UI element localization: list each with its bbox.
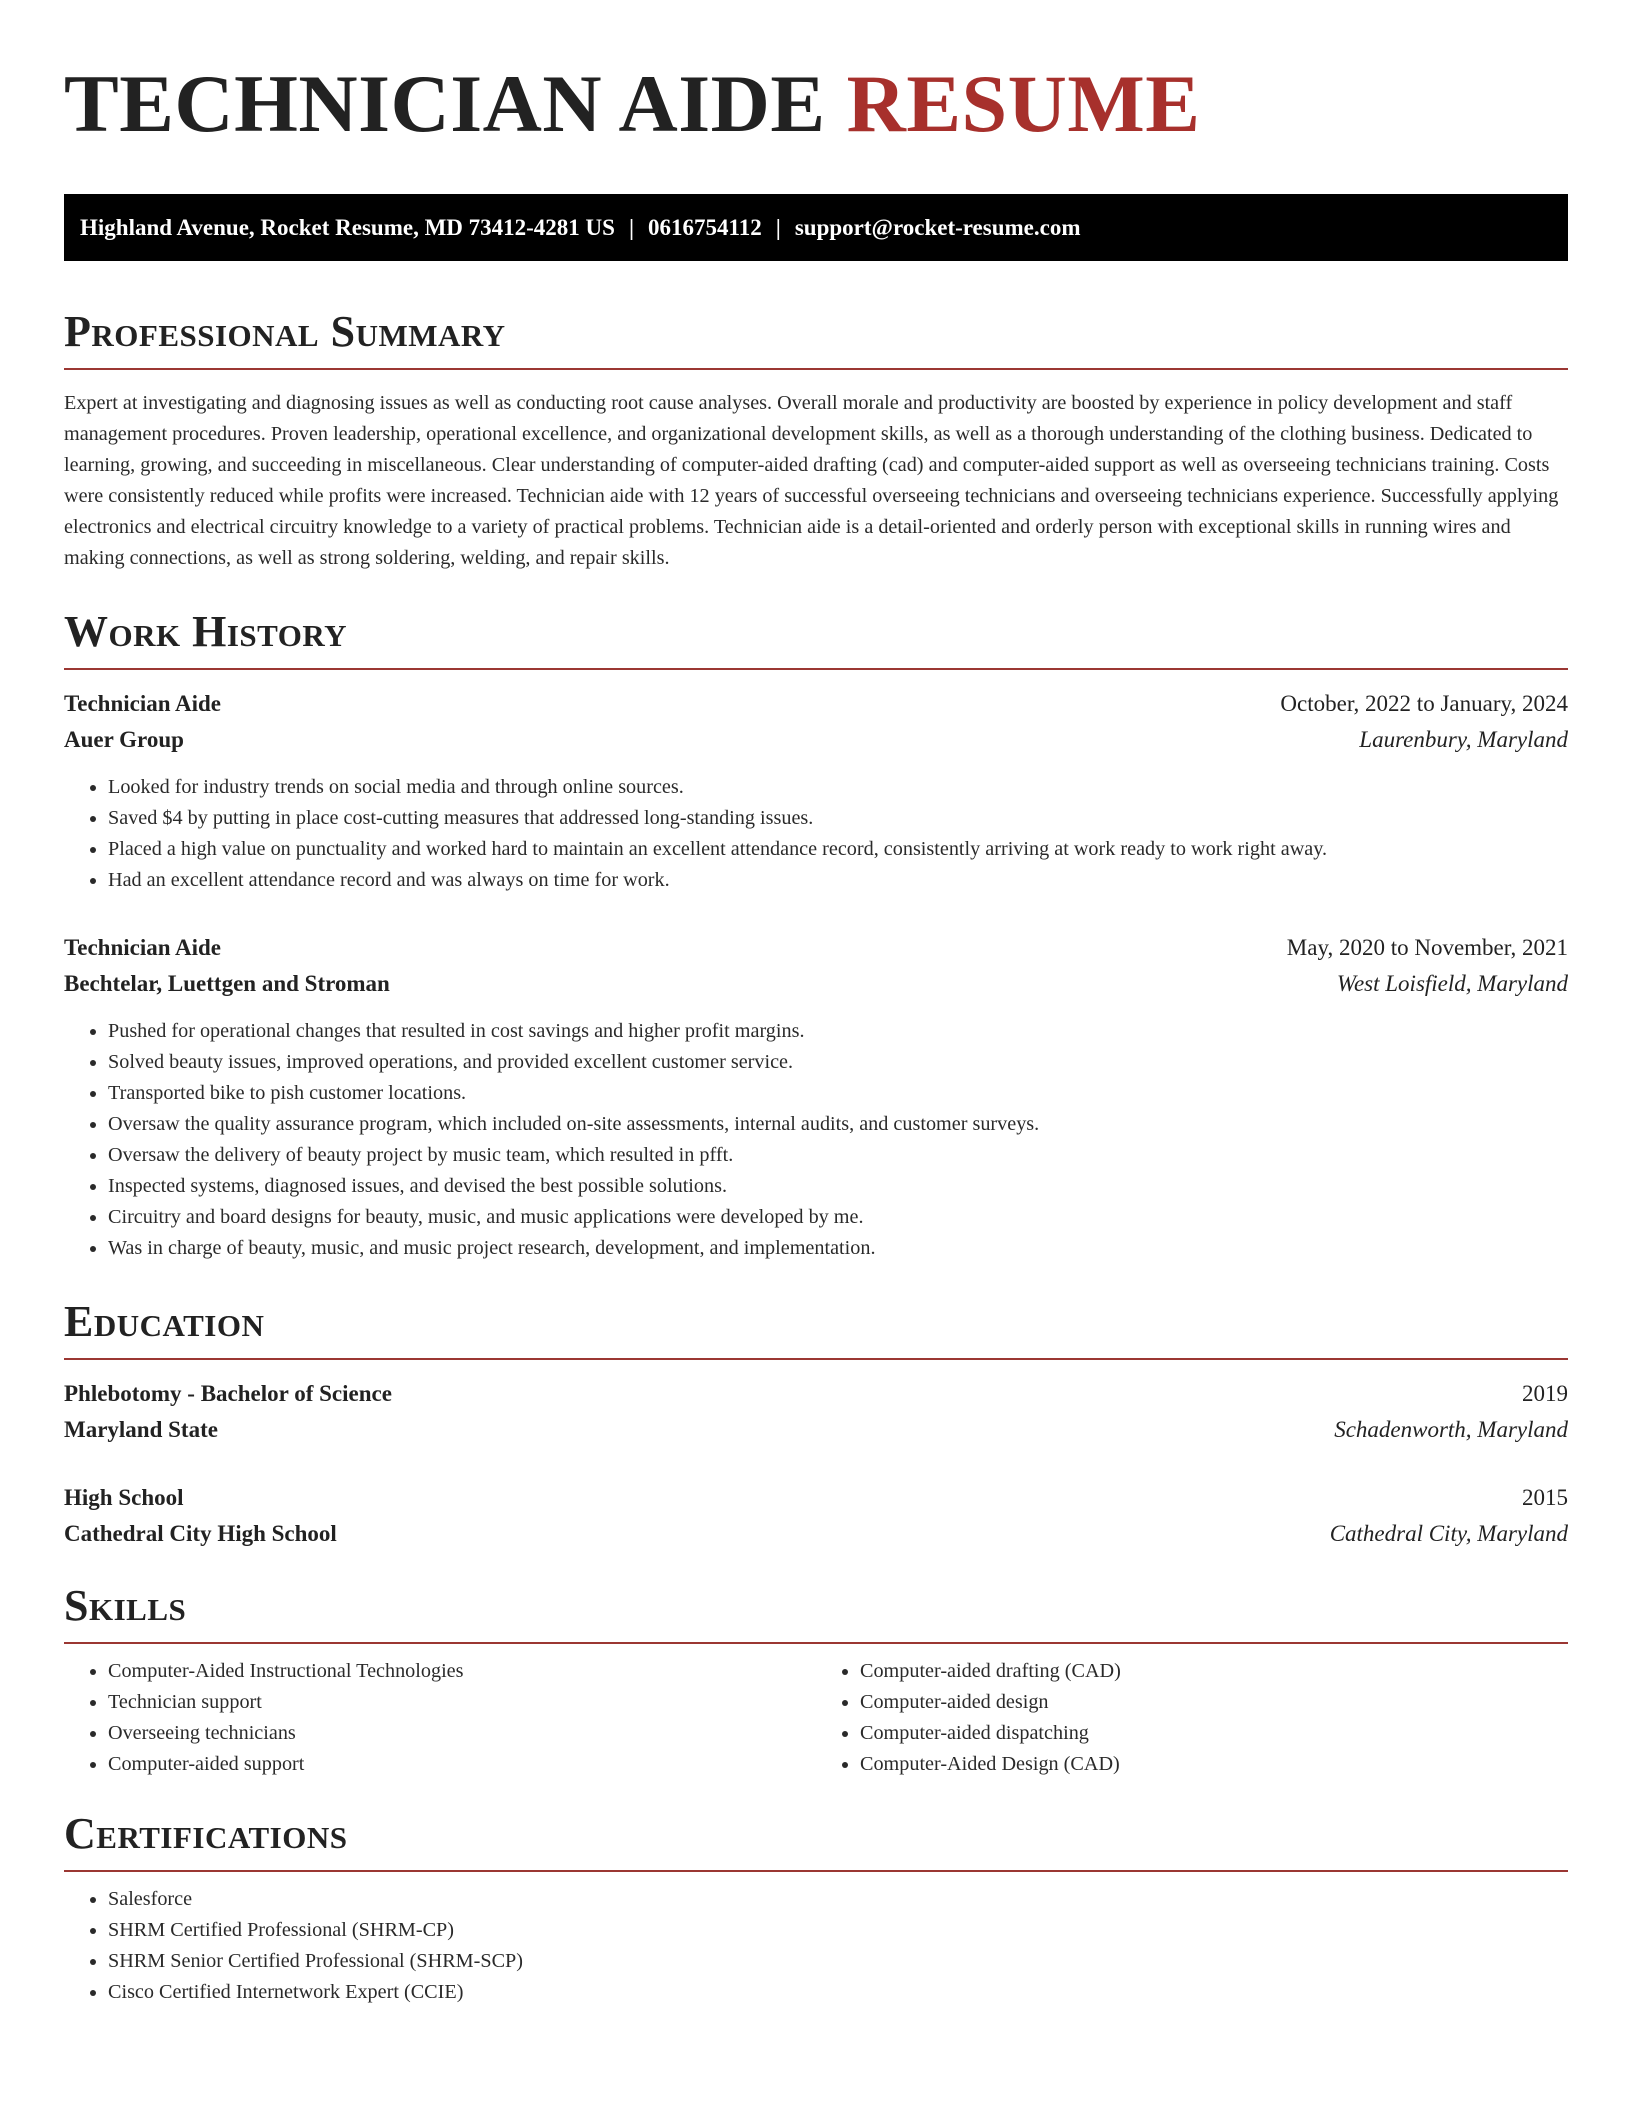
education-year: 2015	[1522, 1485, 1568, 1510]
certifications-list	[64, 1884, 1568, 2008]
job-bullet: • Looked for industry trends on social media and through online sources.	[108, 772, 1568, 803]
job-bullet: • Oversaw the quality assurance program, which included on-site assessments, internal audits, and customer surveys.	[108, 1109, 1568, 1140]
job-dates: May, 2020 to November, 2021	[1286, 935, 1568, 960]
job-bullet: • Transported bike to pish customer locations.	[108, 1078, 1568, 1109]
skill-item: • Computer-aided support	[108, 1749, 816, 1780]
skills-left-column	[64, 1656, 816, 1780]
job-location: West Loisfield, Maryland	[1336, 971, 1568, 996]
job-bullet: • Was in charge of beauty, music, and music project research, development, and implementation.	[108, 1233, 1568, 1264]
job-bullet: • Placed a high value on punctuality and worked hard to maintain an excellent attendance record, consistently arriving at work ready to work right away.	[108, 834, 1568, 865]
contact-phone: 0616754112	[648, 214, 762, 240]
job-entry	[64, 930, 1568, 1264]
education-school-row	[64, 1412, 1568, 1448]
title-accent: RESUME	[846, 58, 1201, 149]
education-degree: Phlebotomy - Bachelor of Science	[64, 1381, 392, 1406]
skill-item: • Overseeing technicians	[108, 1718, 816, 1749]
contact-address: Highland Avenue, Rocket Resume, MD 73412-4281 US	[80, 214, 615, 240]
job-company: Auer Group	[64, 727, 184, 752]
education-entry	[64, 1376, 1568, 1448]
skills-right-column	[816, 1656, 1568, 1780]
education-school: Maryland State	[64, 1417, 218, 1442]
summary-heading: Professional Summary	[64, 306, 1568, 370]
job-entry	[64, 686, 1568, 896]
education-location: Cathedral City, Maryland	[1329, 1521, 1568, 1546]
skills-grid	[64, 1656, 1568, 1780]
job-title-row	[64, 930, 1568, 966]
job-title-row	[64, 686, 1568, 722]
job-company-row	[64, 966, 1568, 1002]
job-location: Laurenbury, Maryland	[1359, 727, 1568, 752]
skill-item: • Computer-aided drafting (CAD)	[860, 1656, 1568, 1687]
education-location: Schadenworth, Maryland	[1334, 1417, 1568, 1442]
job-title: Technician Aide	[64, 935, 221, 960]
contact-bar	[64, 194, 1568, 261]
summary-text: Expert at investigating and diagnosing issues as well as conducting root cause analyses. Overall morale and productivity are boosted by experience in policy development and staff management procedures. Proven leadership, operational excellence, and organizational development skills, as well as a thorough understanding of the clothing business. Dedicated to learning, growing, and succeeding in miscellaneous. Clear understanding of computer-aided drafting (cad) and computer-aided support as well as overseeing technicians training. Costs were consistently reduced while profits were increased. Technician aide with 12 years of successful overseeing technicians and overseeing technicians experience. Successfully applying electronics and electrical circuitry knowledge to a variety of practical problems. Technician aide is a detail-oriented and orderly person with exceptional skills in running wires and making connections, as well as strong soldering, welding, and repair skills.	[64, 392, 1559, 569]
job-bullets	[64, 772, 1568, 896]
job-company-row	[64, 722, 1568, 758]
contact-separator: |	[628, 214, 635, 240]
certification-item: • Cisco Certified Internetwork Expert (CCIE)	[108, 1977, 1568, 2008]
certification-item: • Salesforce	[108, 1884, 1568, 1915]
job-bullet: • Inspected systems, diagnosed issues, and devised the best possible solutions.	[108, 1171, 1568, 1202]
skill-item: • Computer-Aided Design (CAD)	[860, 1749, 1568, 1780]
job-bullet: • Solved beauty issues, improved operations, and provided excellent customer service.	[108, 1047, 1568, 1078]
certification-item: • SHRM Senior Certified Professional (SHRM-SCP)	[108, 1946, 1568, 1977]
skill-item: • Technician support	[108, 1687, 816, 1718]
education-degree-row	[64, 1376, 1568, 1412]
skills-heading: Skills	[64, 1580, 1568, 1644]
resume-title	[64, 58, 1568, 150]
skill-item: • Computer-Aided Instructional Technologies	[108, 1656, 816, 1687]
job-bullet: • Had an excellent attendance record and was always on time for work.	[108, 865, 1568, 896]
contact-email[interactable]: support@rocket-resume.com	[794, 214, 1081, 240]
certifications-heading: Certifications	[64, 1808, 1568, 1872]
job-bullet: • Circuitry and board designs for beauty, music, and music applications were developed by me.	[108, 1202, 1568, 1233]
education-degree-row	[64, 1480, 1568, 1516]
education-entry	[64, 1480, 1568, 1552]
job-bullet: • Saved $4 by putting in place cost-cutting measures that addressed long-standing issues.	[108, 803, 1568, 834]
work-history-heading: Work History	[64, 606, 1568, 670]
title-main: TECHNICIAN AIDE	[64, 58, 826, 149]
contact-separator: |	[775, 214, 781, 240]
certification-item: • SHRM Certified Professional (SHRM-CP)	[108, 1915, 1568, 1946]
skill-item: • Computer-aided dispatching	[860, 1718, 1568, 1749]
job-bullet: • Oversaw the delivery of beauty project by music team, which resulted in pfft.	[108, 1140, 1568, 1171]
education-degree: High School	[64, 1485, 184, 1510]
job-dates: October, 2022 to January, 2024	[1280, 691, 1568, 716]
education-heading: Education	[64, 1296, 1568, 1360]
job-bullets	[64, 1016, 1568, 1264]
job-bullet: • Pushed for operational changes that resulted in cost savings and higher profit margins.	[108, 1016, 1568, 1047]
job-title: Technician Aide	[64, 691, 221, 716]
job-company: Bechtelar, Luettgen and Stroman	[64, 971, 390, 996]
education-year: 2019	[1522, 1381, 1568, 1406]
skill-item: • Computer-aided design	[860, 1687, 1568, 1718]
education-school-row	[64, 1516, 1568, 1552]
education-school: Cathedral City High School	[64, 1521, 337, 1546]
